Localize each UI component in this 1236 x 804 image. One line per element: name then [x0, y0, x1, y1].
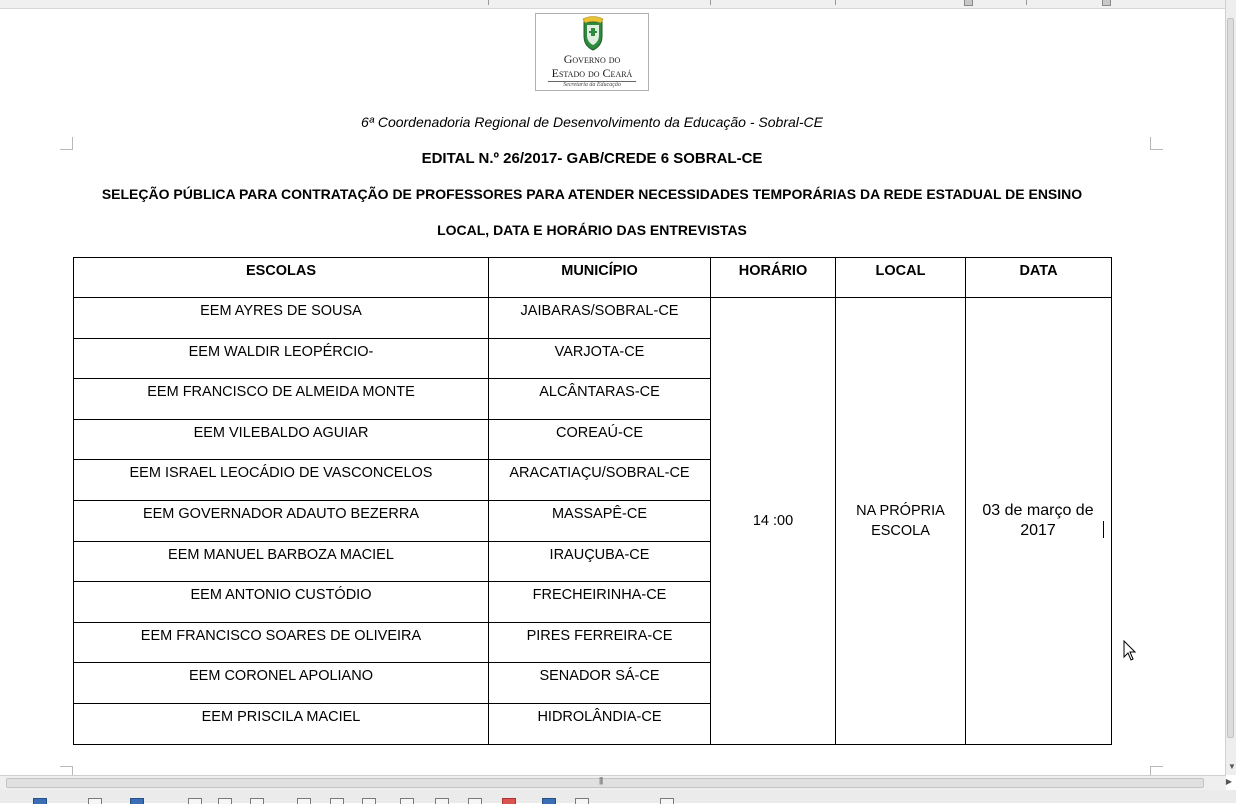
municipio-cell[interactable]: IRAUÇUBA-CE — [489, 541, 711, 582]
ruler-tick — [488, 0, 489, 5]
toolbar-icon[interactable] — [435, 798, 449, 804]
scroll-right-arrow-icon[interactable]: ▶ — [1225, 777, 1232, 786]
toolbar-icon[interactable] — [297, 798, 311, 804]
column-header-municipio[interactable]: MUNICÍPIO — [489, 258, 711, 298]
toolbar-icon[interactable] — [502, 798, 516, 804]
municipio-cell[interactable]: PIRES FERREIRA-CE — [489, 622, 711, 663]
municipio-cell[interactable]: JAIBARAS/SOBRAL-CE — [489, 298, 711, 339]
ruler-tick — [710, 0, 711, 5]
escola-cell[interactable]: EEM FRANCISCO SOARES DE OLIVEIRA — [74, 622, 489, 663]
escola-cell[interactable]: EEM WALDIR LEOPÉRCIO- — [74, 338, 489, 379]
toolbar-icon[interactable] — [330, 798, 344, 804]
coordenadoria-subtitle: 6ª Coordenadoria Regional de Desenvolvimento da Educação - Sobral-CE — [360, 114, 823, 130]
municipio-cell[interactable]: FRECHEIRINHA-CE — [489, 582, 711, 623]
column-header-local[interactable]: LOCAL — [836, 258, 966, 298]
escola-cell[interactable]: EEM VILEBALDO AGUIAR — [74, 419, 489, 460]
local-cell[interactable] — [836, 298, 966, 745]
toolbar-icon[interactable] — [130, 798, 144, 804]
logo-line-secretaria: Secretaria da Educação — [548, 81, 636, 89]
text-cursor — [1103, 521, 1104, 538]
table-row — [74, 298, 1112, 339]
mouse-pointer-icon — [1123, 640, 1137, 662]
logo-line-estado: Estado do Ceará — [551, 66, 633, 80]
toolbar-icon[interactable] — [400, 798, 414, 804]
selecao-heading: SELEÇÃO PÚBLICA PARA CONTRATAÇÃO DE PROFESSORES PARA ATENDER NECESSIDADES TEMPORÁRIAS DA REDE ESTADUAL DE ENSINO — [101, 186, 1083, 202]
page-corner-mark — [1150, 137, 1163, 150]
page-corner-mark — [60, 137, 73, 150]
interview-schedule-table — [73, 257, 1112, 745]
section-title: LOCAL, DATA E HORÁRIO DAS ENTREVISTAS — [437, 222, 747, 238]
scroll-down-arrow-icon[interactable]: ▼ — [1228, 762, 1236, 771]
toolbar-icon[interactable] — [542, 798, 556, 804]
ruler-indent-marker[interactable] — [1102, 0, 1111, 6]
toolbar-icon[interactable] — [218, 798, 232, 804]
escola-cell[interactable]: EEM GOVERNADOR ADAUTO BEZERRA — [74, 500, 489, 541]
toolbar-icon[interactable] — [250, 798, 264, 804]
data-text: 03 de março de 2017 — [982, 501, 1094, 539]
municipio-cell[interactable]: SENADOR SÁ-CE — [489, 663, 711, 704]
toolbar-icon[interactable] — [660, 798, 674, 804]
escola-cell[interactable]: EEM FRANCISCO DE ALMEIDA MONTE — [74, 379, 489, 420]
toolbar-icon[interactable] — [33, 798, 47, 804]
municipio-cell[interactable]: COREAÚ-CE — [489, 419, 711, 460]
logo-line-governo: Governo do — [563, 52, 621, 66]
ruler-tab-marker[interactable] — [964, 0, 973, 6]
vertical-scrollbar[interactable] — [1225, 0, 1236, 775]
bottom-toolbar — [0, 790, 1236, 803]
municipio-cell[interactable]: ALCÂNTARAS-CE — [489, 379, 711, 420]
toolbar-icon[interactable] — [468, 798, 482, 804]
data-cell[interactable] — [966, 298, 1112, 745]
escola-cell[interactable]: EEM MANUEL BARBOZA MACIEL — [74, 541, 489, 582]
ruler-tick — [835, 0, 836, 5]
column-header-escolas[interactable]: ESCOLAS — [74, 258, 489, 298]
municipio-cell[interactable]: VARJOTA-CE — [489, 338, 711, 379]
toolbar-icon[interactable] — [575, 798, 589, 804]
edital-heading: EDITAL N.º 26/2017- GAB/CREDE 6 SOBRAL-CE — [421, 150, 763, 167]
escola-cell[interactable]: EEM PRISCILA MACIEL — [74, 703, 489, 744]
escola-cell[interactable]: EEM ISRAEL LEOCÁDIO DE VASCONCELOS — [74, 460, 489, 501]
toolbar-icon[interactable] — [88, 798, 102, 804]
horario-cell[interactable]: 14 :00 — [711, 298, 836, 745]
municipio-cell[interactable]: MASSAPÊ-CE — [489, 500, 711, 541]
table-header-row — [74, 258, 1112, 298]
vertical-scroll-thumb[interactable] — [1227, 18, 1234, 738]
escola-cell[interactable]: EEM CORONEL APOLIANO — [74, 663, 489, 704]
local-text: NA PRÓPRIA ESCOLA — [856, 502, 945, 539]
government-logo — [535, 13, 649, 91]
toolbar-icon[interactable] — [362, 798, 376, 804]
toolbar-icon[interactable] — [188, 798, 202, 804]
escola-cell[interactable]: EEM AYRES DE SOUSA — [74, 298, 489, 339]
horizontal-ruler[interactable] — [0, 0, 1226, 9]
column-header-data[interactable]: DATA — [966, 258, 1112, 298]
scroll-grip-icon: ||| — [599, 776, 603, 785]
municipio-cell[interactable]: HIDROLÂNDIA-CE — [489, 703, 711, 744]
column-header-horario[interactable]: HORÁRIO — [711, 258, 836, 298]
ceara-coat-of-arms-icon — [578, 16, 608, 52]
horizontal-scroll-thumb[interactable] — [6, 778, 1204, 788]
escola-cell[interactable]: EEM ANTONIO CUSTÓDIO — [74, 582, 489, 623]
horizontal-scrollbar[interactable] — [0, 775, 1232, 790]
ruler-tick — [1026, 0, 1027, 5]
municipio-cell[interactable]: ARACATIAÇU/SOBRAL-CE — [489, 460, 711, 501]
